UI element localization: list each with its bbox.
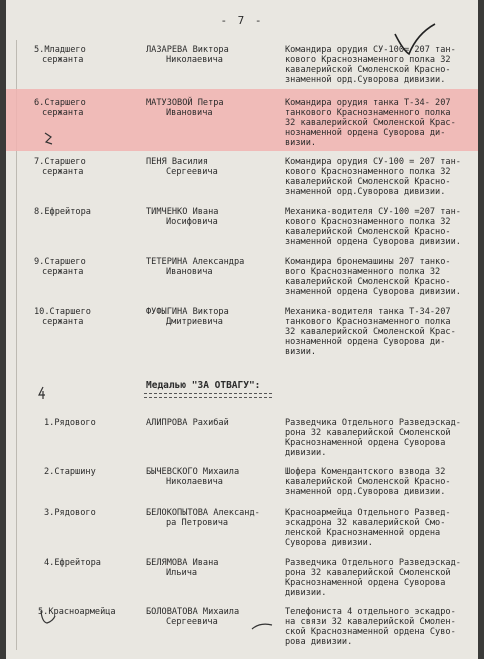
entry-unit: Шофера Комендантского взвода 32 кавалерийской Смоленской Красно- знаменной орд.Суворова дивизии. <box>285 467 451 497</box>
entry-name: БОЛОВАТОВА Михаила Сергеевича <box>146 607 240 627</box>
entry-rank: 2.Старшину <box>44 467 96 477</box>
entry-rank: 1.Рядового <box>44 418 96 428</box>
entry-unit: Разведчика Отдельного Разведэскад- рона 32 кавалерийской Смоленской Краснознаменной ордена Суворова дивизии. <box>285 558 461 598</box>
handwritten-mark <box>38 606 58 626</box>
entry-rank: 5.Красноармейца <box>38 607 116 617</box>
entry-unit: Механика-водителя СУ-100 =207 тан- кового Краснознаменного полка 32 кавалерийской Смоленской Красно- знаменной ордена Суворова дивизии. <box>285 207 461 247</box>
entry-name: БЫЧЕВСКОГО Михаила Николаевича <box>146 467 240 487</box>
entry-rank: 6.Старшего сержанта <box>34 98 86 118</box>
entry-rank: 3.Рядового <box>44 508 96 518</box>
entry-unit: Телефониста 4 отдельного эскадро- на связи 32 кавалерийской Смолен- ской Краснознаменной ордена Суво- рова дивизии. <box>285 607 456 647</box>
divider <box>144 393 272 394</box>
entry-name: АЛИПРОВА Рахибай <box>146 418 229 428</box>
entry-unit: Командира орудия СУ-100 = 207 тан- кового Краснознаменного полка 32 кавалерийской Смоленской Красно- знаменной орд.Суворова дивизии. <box>285 157 461 197</box>
entry-rank: 4.Ефрейтора <box>44 558 101 568</box>
document-page <box>6 0 478 659</box>
entry-unit: Командира орудия СУ-100= 207 тан- кового Краснознаменного полка 32 кавалерийской Смоленской Красно- знаменной орд.Суворова дивизии. <box>285 45 456 85</box>
entry-unit: Командира бронемашины 207 танко- вого Краснознаменного полка 32 кавалерийской Смоленской Красно- знаменной ордена Суворова дивизии. <box>285 257 461 297</box>
entry-rank: 5.Младшего сержанта <box>34 45 86 65</box>
entry-name: ПЕНЯ Василия Сергеевича <box>146 157 218 177</box>
entry-rank: 7.Старшего сержанта <box>34 157 86 177</box>
entry-rank: 10.Старшего сержанта <box>34 307 91 327</box>
entry-name: БЕЛЯМОВА Ивана Ильича <box>146 558 219 578</box>
entry-unit: Разведчика Отдельного Разведэскад- рона 32 кавалерийской Смоленской Краснознаменной ордена Суворова дивизии. <box>285 418 461 458</box>
entry-name: ФУФЫГИНА Виктора Дмитриевича <box>146 307 229 327</box>
handwritten-mark <box>42 130 56 146</box>
handwritten-mark <box>34 385 48 401</box>
handwritten-check-mark <box>391 20 441 60</box>
divider <box>144 397 272 398</box>
entry-rank: 9.Старшего сержанта <box>34 257 86 277</box>
entry-name: ТЕТЕРИНА Александра Ивановича <box>146 257 245 277</box>
page-number: - 7 - <box>220 14 264 27</box>
handwritten-mark <box>250 620 274 632</box>
entry-name: ЛАЗАРЕВА Виктора Николаевича <box>146 45 229 65</box>
medal-heading: Медалью "ЗА ОТВАГУ": <box>146 380 261 391</box>
entry-name: ТИМЧЕНКО Ивана Иосифовича <box>146 207 219 227</box>
entry-unit: Механика-водителя танка Т-34-207 танкового Краснознаменного полка 32 кавалерийской Смоленской Крас- нознаменной ордена Суворова ди- визии. <box>285 307 456 357</box>
entry-name: БЕЛОКОПЫТОВА Александ- ра Петровича <box>146 508 260 528</box>
entry-unit: Красноармейца Отдельного Развед- эскадрона 32 кавалерийской Смо- ленской Краснознаменной ордена Суворова дивизии. <box>285 508 451 548</box>
entry-unit: Командира орудия танка Т-34- 207 танкового Краснознаменного полка 32 кавалерийской Смоленской Крас- нознаменной ордена Суворова ди- визии. <box>285 98 456 148</box>
entry-name: МАТУЗОВОЙ Петра Ивановича <box>146 98 224 118</box>
entry-rank: 8.Ефрейтора <box>34 207 91 217</box>
